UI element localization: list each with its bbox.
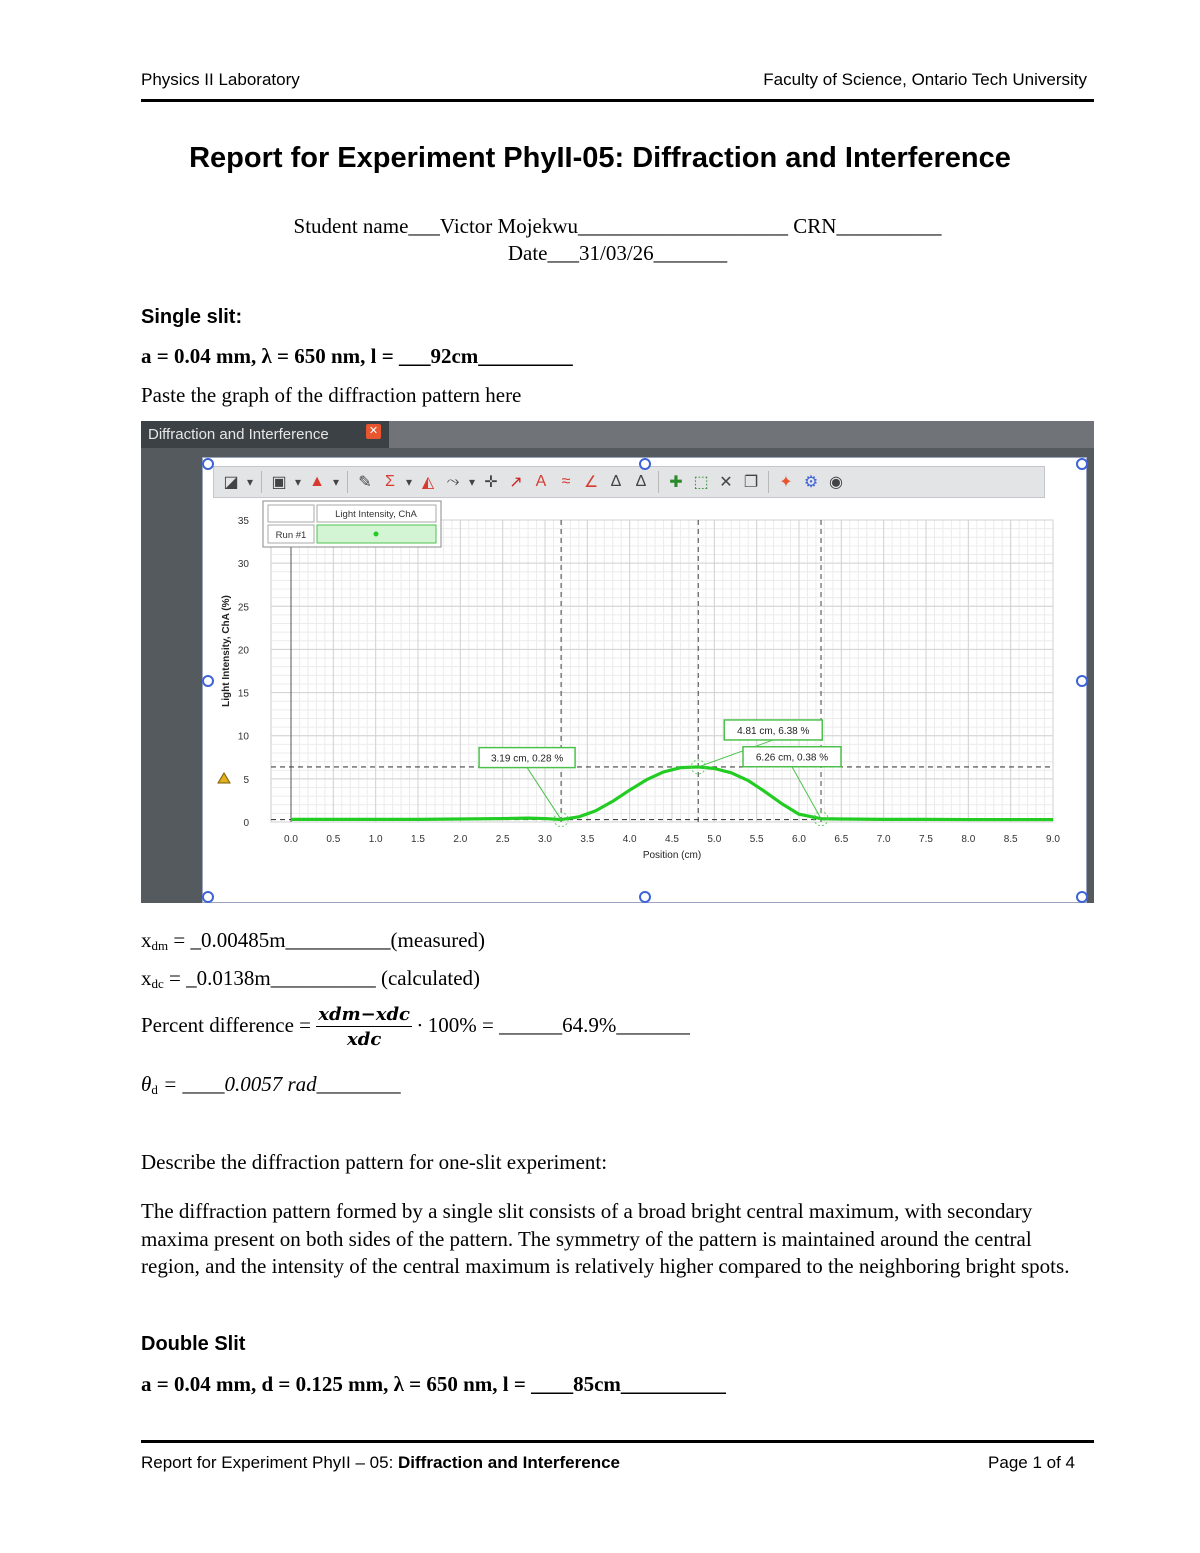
- percent-difference-fraction: $\frac{\text{xdm−xdc}}{\text{xdc}}$: [318, 1004, 411, 1050]
- y-tick-label: 10: [237, 731, 249, 743]
- x-tick-label: 6.0: [792, 834, 806, 845]
- toolbar-separator: [261, 471, 262, 493]
- legend-header: Light Intensity, ChA: [335, 509, 417, 520]
- dropdown-icon[interactable]: ▾: [405, 475, 413, 489]
- x-tick-label: 0.5: [326, 834, 341, 845]
- student-line: Student name___Victor Mojekwu____________________ CRN__________: [293, 214, 942, 238]
- dropdown-icon[interactable]: ▾: [332, 475, 340, 489]
- resize-handle[interactable]: [202, 891, 214, 903]
- pin-icon[interactable]: ✦: [779, 474, 793, 491]
- resize-handle[interactable]: [202, 458, 214, 470]
- describe-question: Describe the diffraction pattern for one-slit experiment:: [141, 1150, 608, 1174]
- slope-icon[interactable]: ↗: [509, 474, 523, 491]
- single-slit-heading: Single slit:: [141, 306, 243, 328]
- y-tick-label: 5: [243, 774, 249, 786]
- paste-instruction: Paste the graph of the diffraction pattern here: [141, 383, 522, 407]
- y-tick-label: 30: [237, 559, 249, 571]
- tab-bar: [389, 421, 1094, 448]
- selection-icon[interactable]: ⬚: [693, 474, 709, 491]
- graph-toolbar: [213, 466, 1045, 498]
- dropdown-icon[interactable]: ▾: [294, 475, 302, 489]
- describe-answer: The diffraction pattern formed by a single slit consists of a broad bright central maximum, with secondary maxima present on both sides of the pattern. The symmetry of the pattern is maintained around the central region, and the intensity of the central maximum is relatively higher compared to the neighboring bright spots.: [141, 1199, 1070, 1278]
- page-title: Report for Experiment PhyII-05: Diffraction and Interference: [189, 142, 1011, 174]
- x-tick-label: 0.0: [284, 834, 298, 845]
- warning-icon: [218, 773, 230, 783]
- resize-handle[interactable]: [1076, 675, 1088, 687]
- x-tick-label: 8.0: [961, 834, 976, 845]
- legend-run-label: Run #1: [275, 530, 307, 541]
- toolbar-separator: [347, 471, 348, 493]
- date-line: Date___31/03/26_______: [507, 241, 728, 265]
- footer-left: Report for Experiment PhyII – 05: Diffraction and Interference: [141, 1453, 621, 1472]
- sigma-icon[interactable]: Σ: [385, 473, 395, 490]
- y-tick-label: 25: [237, 602, 249, 614]
- legend-blank-cell: [268, 505, 314, 522]
- y-tick-label: 15: [237, 688, 249, 700]
- highlighter-icon[interactable]: ✎: [358, 474, 372, 491]
- tab-title: Diffraction and Interference: [148, 426, 329, 443]
- dropdown-icon[interactable]: ▾: [246, 475, 254, 489]
- delta-icon[interactable]: Δ: [635, 473, 647, 490]
- single-slit-params: a = 0.04 mm, λ = 650 nm, l = ___92cm_________: [141, 344, 573, 368]
- eye-icon[interactable]: ◉: [829, 474, 843, 491]
- annotation-label: 6.26 cm, 0.38 %: [755, 752, 829, 764]
- x-tick-label: 1.0: [368, 834, 383, 845]
- curve-fit-icon[interactable]: ⤳: [446, 473, 460, 490]
- chart-style-icon[interactable]: ◪: [223, 474, 239, 491]
- x-tick-label: 9.0: [1046, 834, 1060, 845]
- resize-handle[interactable]: [202, 675, 214, 687]
- xdm-measured-line: $x_{dm}$ = _0.00485m__________(measured): [141, 928, 486, 953]
- annotation-label: 3.19 cm, 0.28 %: [490, 753, 564, 765]
- add-point-icon[interactable]: ✚: [669, 474, 683, 491]
- header-right: Faculty of Science, Ontario Tech University: [763, 70, 1087, 89]
- toolbar-separator: [658, 471, 659, 493]
- header-left: Physics II Laboratory: [141, 70, 300, 89]
- x-tick-label: 5.0: [707, 834, 722, 845]
- x-axis-title: Position (cm): [642, 850, 702, 861]
- y-axis-title: Light Intensity, ChA (%): [221, 595, 232, 707]
- x-tick-label: 2.0: [453, 834, 468, 845]
- graph-canvas: [202, 457, 1087, 903]
- x-tick-label: 4.0: [622, 834, 637, 845]
- y-tick-label: 0: [243, 818, 249, 829]
- footer-right: Page 1 of 4: [988, 1453, 1075, 1472]
- x-tick-label: 3.0: [538, 834, 552, 845]
- x-tick-label: 5.5: [749, 834, 764, 845]
- window-tab[interactable]: [141, 421, 389, 448]
- resize-handle[interactable]: [1076, 891, 1088, 903]
- x-tick-label: 8.5: [1003, 834, 1018, 845]
- theta-line: $\theta_d$ = ____0.0057 rad________: [141, 1072, 401, 1097]
- x-tick-label: 2.5: [495, 834, 510, 845]
- header-rule: [141, 99, 1094, 102]
- annotation-label: 4.81 cm, 6.38 %: [737, 725, 810, 737]
- x-tick-label: 7.5: [919, 834, 933, 845]
- x-tick-label: 1.5: [411, 834, 425, 845]
- triangle-icon[interactable]: ▲: [309, 473, 325, 490]
- crosshair-icon[interactable]: ✛: [484, 474, 498, 491]
- x-tick-label: 4.5: [665, 834, 679, 845]
- xdc-calculated-line: $x_{dc}$ = _0.0138m__________ (calculated): [141, 966, 481, 991]
- plot-area: [271, 520, 1053, 822]
- legend-series-marker: [374, 532, 379, 537]
- diffraction-graph-screenshot: [141, 421, 1094, 903]
- tangent-icon[interactable]: ∠: [583, 474, 599, 491]
- annotation-icon[interactable]: A: [535, 473, 547, 490]
- close-icon[interactable]: ✕: [366, 424, 381, 439]
- percent-difference-line: Percent difference = $\frac{\text{xdm−xdc}}{\text{xdc}}$ ∙ 100% = ______64.9%_______: [141, 1004, 690, 1050]
- dropdown-icon[interactable]: ▾: [468, 475, 476, 489]
- delete-icon[interactable]: ✕: [719, 474, 733, 491]
- noise-icon[interactable]: ≈: [561, 473, 571, 490]
- x-tick-label: 3.5: [580, 834, 595, 845]
- area-icon[interactable]: ◭: [421, 474, 435, 491]
- double-slit-params: a = 0.04 mm, d = 0.125 mm, λ = 650 nm, l = ____85cm__________: [141, 1372, 726, 1396]
- resize-handle[interactable]: [639, 458, 651, 470]
- x-tick-label: 6.5: [834, 834, 849, 845]
- gear-icon[interactable]: ⚙: [803, 474, 819, 491]
- x-tick-label: 7.0: [876, 834, 891, 845]
- double-slit-heading: Double Slit: [141, 1333, 246, 1355]
- resize-handle[interactable]: [639, 891, 651, 903]
- y-tick-label: 35: [237, 516, 249, 527]
- copy-icon[interactable]: ❐: [743, 474, 759, 491]
- footer-rule: [141, 1440, 1094, 1443]
- y-tick-label: 20: [237, 645, 249, 657]
- toolbar-separator: [768, 471, 769, 493]
- resize-handle[interactable]: [1076, 458, 1088, 470]
- delta-icon[interactable]: Δ: [610, 473, 622, 490]
- diffraction-chart: [203, 498, 1088, 903]
- select-region-icon[interactable]: ▣: [271, 474, 287, 491]
